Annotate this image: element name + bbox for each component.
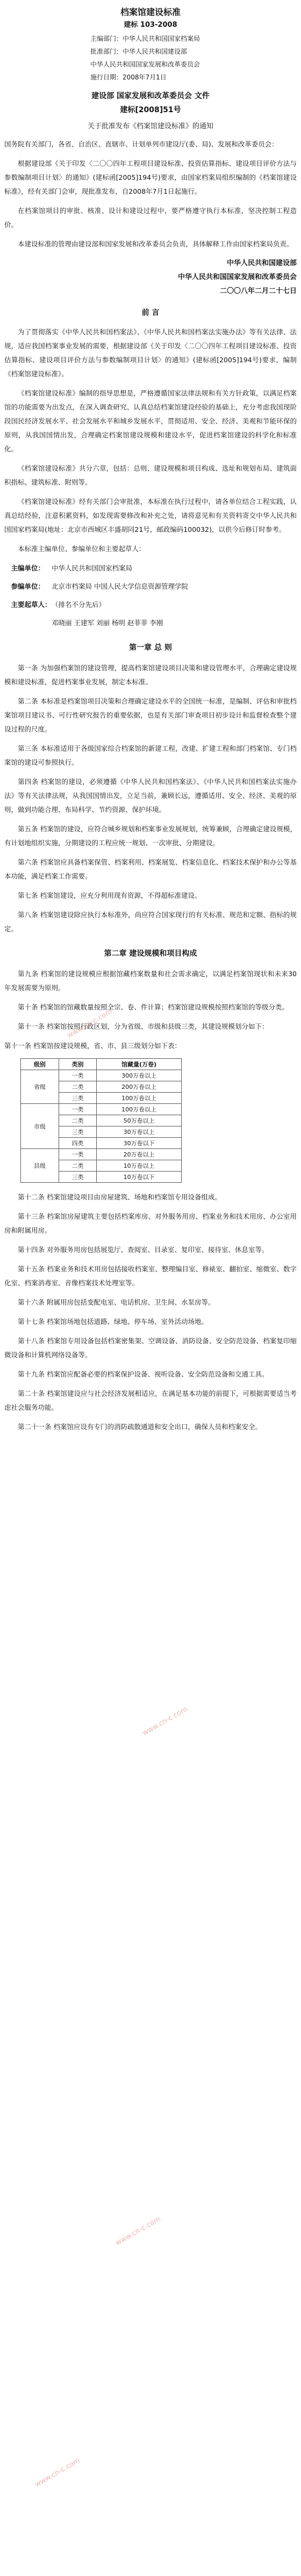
table-header-cell: 类别 [59,1059,97,1070]
credit-value: 中华人民共和国国家档案局 [52,564,133,572]
table-cell: 100万卷以上 [97,1093,182,1104]
credit-label: 主要起草人： [11,601,52,609]
chapter1-title: 第一章 总 则 [129,643,172,652]
table-row [21,1070,182,1081]
signer-line: 中华人民共和国建设部 [226,259,297,267]
article: 第十条 档案馆的馆藏数量按照全宗、卷、件计算；档案馆建设规模按照档案馆的等级分类。 [18,1003,289,1011]
article: 第二十一条 档案馆应设有专门的消防疏散通道和安全出口，确保人员和档案安全。 [18,1423,262,1431]
article: 第八条 档案馆建设除应执行本标准外，尚应符合国家现行的有关标准、规范和定额、指标的规定。 [4,911,297,933]
table-cell: 30万卷以上 [97,1126,182,1138]
preface-paragraph: 为了贯彻落实《中华人民共和国档案法》、《中华人民共和国档案法实施办法》等有关法律、法规，适应我国档案事业发展的需要，根据建设部《关于印发〈二〇〇四年工程项目建设标准、投资估算指标、建设项目评价方法与参数编制项目计划〉的通知》(建标函[2005]194号)要求，编制《档案馆建设标准》。 [4,328,297,378]
preface-paragraph: 《档案馆建设标准》共分六章，包括：总则、建设规模和项目构成、选址和规划布局、建筑面积指标、建筑标准、附则等。 [4,464,297,486]
table-caption: 第十一条 档案馆按建设规模，省、市、县三级划分如下表： [4,1042,181,1050]
table-cell: 一类 [59,1104,97,1115]
chapter2-title: 第二章 建设规模和项目构成 [104,949,197,958]
credits-list [4,561,297,630]
signer-line: 中华人民共和国国家发展和改革委员会 [177,273,297,281]
credit-value: （排名不分先后） [52,601,106,609]
credit-row [4,598,297,612]
credit-row [4,561,297,575]
watermark-text: www.cn-c.com [141,1705,189,1738]
credit-value: 北京市档案局 中国人民大学信息资源管理学院 [52,582,188,590]
table-header-cell: 级别 [21,1059,59,1070]
meta-line: 批准部门：中华人民共和国建设部 [90,48,188,55]
notice-paragraph: 在档案馆项目的审批、核准、设计和建设过程中，要严格遵守执行本标准，坚决控制工程造价。 [4,207,297,229]
notice-signers [4,257,297,298]
credit-row [4,580,297,594]
notice-addressee: 国务院有关部门，各省、自治区、直辖市、计划单列市建设厅(委、局)、发展和改革委员会： [4,140,278,148]
table-level-cell: 县级 [21,1149,59,1183]
article: 第六条 档案馆应具备档案保管、档案利用、档案展览、档案信息化、档案技术保护和办公等基本功能，满足档案工作需要。 [4,858,297,880]
chapter2-articles-after [4,1190,297,1434]
table-cell: 300万卷以上 [97,1070,182,1081]
table-header-row [21,1059,182,1070]
article: 第十八条 档案馆专用设备包括档案密集架、空调设备、消防设备、安全防范设备、档案复印缩微设备和计算机网络设备等。 [4,1337,297,1359]
article: 第十二条 档案馆建设项目由房屋建筑、场地和档案馆专用设备组成。 [18,1193,221,1201]
table-cell: 100万卷以上 [97,1104,182,1115]
credit-label: 参编单位： [11,582,45,590]
article: 第四条 档案馆的建设，必须遵循《中华人民共和国档案法》、《中华人民共和国档案法实施办法》等有关法律法规，从我国国情出发，立足当前，兼顾长远，遵循适用、安全、经济、美观的原则，做到功能合理、布局科学、节约资源、保护环境。 [4,778,297,814]
article: 第十五条 档案业务和技术用房包括接收档案室、整理编目室、修裱室、翻拍室、缩微室、数字化室、档案消毒室、音像档案技术处理室等。 [4,1265,297,1287]
table-cell: 一类 [59,1149,97,1160]
chapter1-articles [4,661,297,936]
preface-paragraph: 《档案馆建设标准》经有关部门会审批准，本标准在执行过程中，请各单位结合工程实践，认真总结经验，注意积累资料，如发现需要修改和补充之处，请将意见和有关资料寄交中华人民共和国国家档案局(地址：北京市西城区丰盛胡同21号，邮政编码100032)，以供今后修订时参考。 [4,497,297,533]
notice-paragraph: 本建设标准的管理由建设部和国家发展和改革委员会负责，具体解释工作由国家档案局负责。 [18,240,293,248]
watermark-text: www.cn-c.com [33,2456,82,2489]
notice-issuer: 建设部 国家发展和改革委员会 文件 [91,92,210,100]
table-cell: 10万卷以上 [97,1160,182,1172]
notice-title: 关于批准发布《档案馆建设标准》的通知 [87,122,213,130]
notice-number: 建标[2008]51号 [120,106,181,114]
article: 第十九条 档案馆应配备必要的档案保护设备、视听设备、安全防范设备和交通工具。 [18,1370,269,1378]
doc-meta [4,32,297,84]
preface-title: 前 言 [141,309,160,317]
article: 第十一条 档案馆按照行政区划，分为省级、市级和县级三类，其建设规模划分如下： [18,1022,269,1030]
table-cell: 二类 [59,1081,97,1093]
meta-line: 中华人民共和国国家发展和改革委员会 [90,61,200,68]
table-cell: 三类 [59,1093,97,1104]
table-header-cell: 馆藏量(万卷) [97,1059,182,1070]
article: 第一条 为加强档案馆的建设管理，提高档案馆建设项目决策和建设管理水平，合理确定建设规模和建设标准，促进档案事业发展，制定本标准。 [4,664,297,686]
article: 第二条 本标准是档案馆项目决策和合理确定建设水平的全国统一标准，是编制、评估和审批档案馆项目建议书、可行性研究报告的重要依据，也是有关部门审查项目初步设计和监督检查整个建设过程的尺度。 [4,697,297,733]
watermark-text: www.cn-c.com [114,2215,162,2248]
credit-row [4,616,297,630]
article: 第十三条 档案馆房屋建筑主要包括档案库房、对外服务用房、档案业务和技术用房、办公室用房和附属用房。 [4,1212,297,1234]
table-row [21,1149,182,1160]
table-cell: 一类 [59,1070,97,1081]
table-cell: 30万卷以下 [97,1138,182,1149]
table-cell: 200万卷以上 [97,1081,182,1093]
credit-value: 邓晓丽 王建军 刘丽 杨明 赵菲菲 李刚 [52,619,163,627]
article: 第十六条 附属用房包括变配电室、电话机房、卫生间、水泵房等。 [18,1298,215,1306]
doc-title: 档案馆建设标准 [120,7,181,17]
table-cell: 二类 [59,1160,97,1172]
article: 第七条 档案馆建设，应充分利用现有资源，不得超标准建设。 [18,891,202,899]
notice-paragraph: 根据建设部《关于印发〈二〇〇四年工程项目建设标准、投资估算指标、建设项目评价方法与参数编制项目计划〉的通知》(建标函[2005]194号)要求，由国家档案局组织编制的《档案馆建设标准》，经有关部门会审，现批准发布，自2008年7月1日起施行。 [4,159,297,195]
table-cell: 20万卷以上 [97,1149,182,1160]
watermark-text: www.cn-c.com [66,1007,114,1040]
signer-line: 二〇〇八年二月二十七日 [219,287,297,295]
table-level-cell: 市级 [21,1104,59,1149]
article: 第二十条 档案馆建设应与社会经济发展相适应，在满足基本功能的前提下，可根据需要适当考虑社会服务功能。 [4,1389,297,1411]
table-level-cell: 省级 [21,1070,59,1104]
table-cell: 三类 [59,1126,97,1138]
doc-code: 建标 103-2008 [124,21,177,29]
table-cell: 三类 [59,1172,97,1183]
preface-paragraph: 《档案馆建设标准》编制的指导思想是，严格遵循国家法律法规和有关方针政策，以满足档案馆的功能需要为出发点，在深入调查研究、认真总结档案馆建设经验的基础上，充分考虑我国现阶段国民经济发展水平、社会发展水平和城乡发展水平，贯彻适用、安全、经济、美观和节能环保的原则，从我国国情出发，合理确定档案馆建设规模和建设水平，促进档案馆建设的科学化和标准化。 [4,389,297,453]
article: 第九条 档案馆的建设规模应根据馆藏档案数量和社会需求确定，以满足档案馆现状和未来30年发展需要为原则。 [4,970,297,992]
table-cell: 四类 [59,1138,97,1149]
article: 第三条 本标准适用于各级国家综合档案馆的新建工程，改建、扩建工程和部门档案馆、专门档案馆的建设可参照执行。 [4,744,297,766]
table-cell: 二类 [59,1115,97,1126]
notice-paragraphs [4,157,297,251]
preface-units-heading: 本标准主编单位、参编单位和主要起草人： [18,545,146,553]
scale-table [20,1058,182,1183]
credit-label: 主编单位： [11,564,45,572]
table-cell: 10万卷以下 [97,1172,182,1183]
table-cell: 50万卷以上 [97,1115,182,1126]
article: 第十七条 档案馆场地包括道路、绿地、停车场、室外活动场地。 [18,1318,208,1326]
preface-paragraphs [4,325,297,537]
table-row [21,1104,182,1115]
article: 第十四条 对外服务用房包括展览厅、查阅室、目录室、复印室、接待室、休息室等。 [18,1246,269,1254]
chapter2-articles-before [4,967,297,1034]
meta-line: 主编部门：中华人民共和国国家档案局 [90,35,200,42]
article: 第五条 档案馆的建设，应符合城乡规划和档案事业发展规划，统筹兼顾，合理确定建设规模，有计划地组织实施，分期建设的工程应统一规划、一次审批、分期建设。 [4,825,297,847]
meta-line: 施行日期：2008年7月1日 [90,74,167,81]
